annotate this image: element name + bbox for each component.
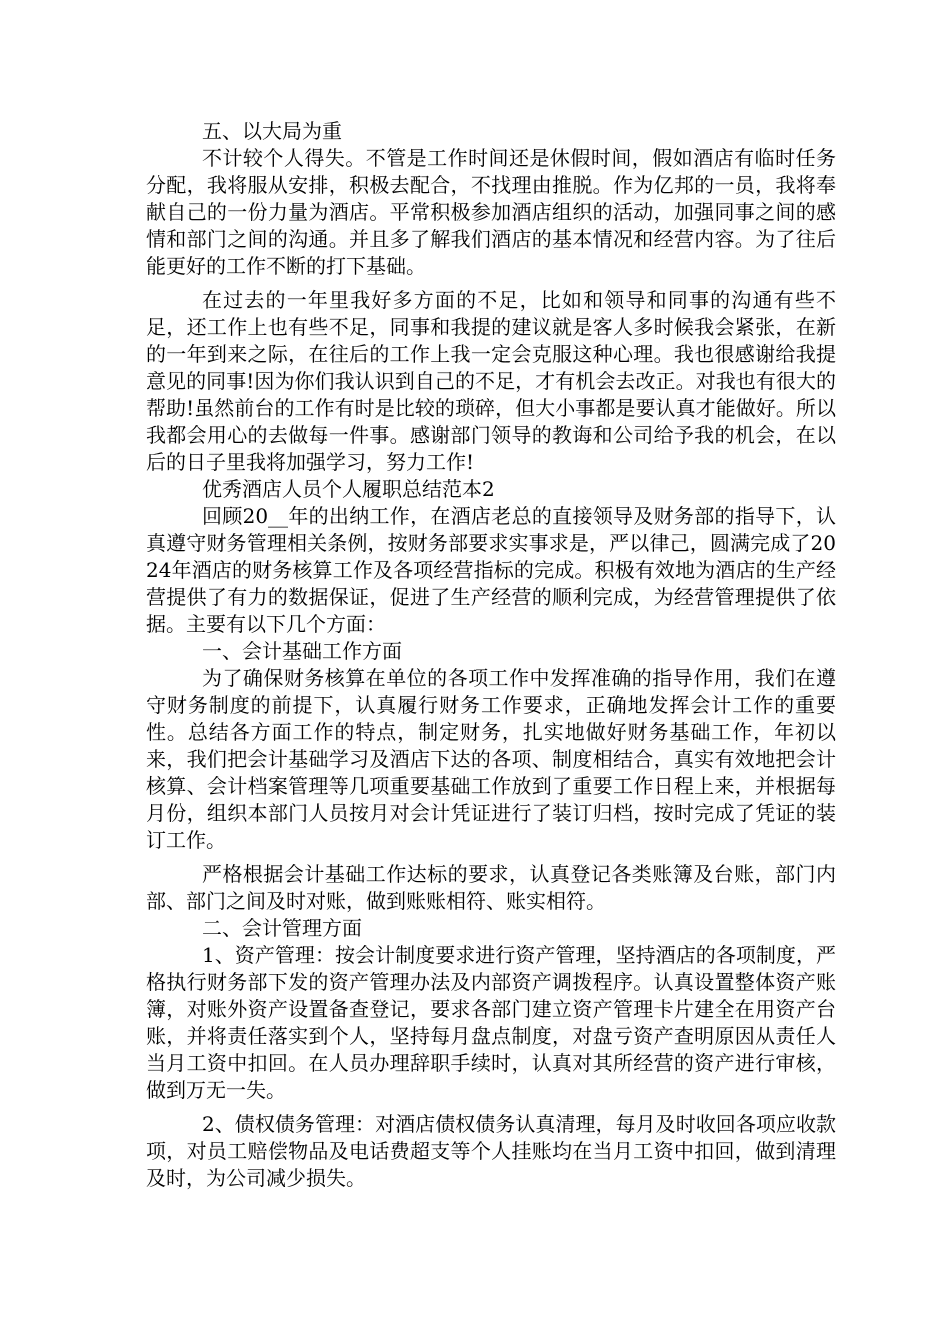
section-heading-1: 一、会计基础工作方面 xyxy=(202,639,402,663)
paragraph-6: 1、资产管理：按会计制度要求进行资产管理，坚持酒店的各项制度，严格执行财务部下发的资产管理办法及内部资产调拨程序。认真设置整体资产账簿，对账外资产设置备查登记，要求各部门建立资产管理卡片建全在用资产台账，并将责任落实到个人，坚持每月盘点制度，对盘亏资产查明原因从责任人当月工资中扣回。在人员办理辞职手续时，认真对其所经营的资产进行审核，做到万无一失。 xyxy=(146,943,836,1102)
section-heading-5: 五、以大局为重 xyxy=(202,119,342,143)
article-title-2: 优秀酒店人员个人履职总结范本2 xyxy=(202,477,495,501)
section-heading-2: 二、会计管理方面 xyxy=(202,916,362,940)
paragraph-1: 不计较个人得失。不管是工作时间还是休假时间，假如酒店有临时任务分配，我将服从安排，积极去配合，不找理由推脱。作为亿邦的一员，我将奉献自己的一份力量为酒店。平常积极参加酒店组织的活动，加强同事之间的感情和部门之间的沟通。并且多了解我们酒店的基本情况和经营内容。为了往后能更好的工作不断的打下基础。 xyxy=(146,146,836,278)
paragraph-7: 2、债权债务管理：对酒店债权债务认真清理，每月及时收回各项应收款项，对员工赔偿物品及电话费超支等个人挂账均在当月工资中扣回，做到清理及时，为公司减少损失。 xyxy=(146,1112,836,1190)
paragraph-5: 严格根据会计基础工作达标的要求，认真登记各类账簿及台账，部门内部、部门之间及时对账，做到账账相符、账实相符。 xyxy=(146,862,836,913)
paragraph-3: 回顾20__年的出纳工作，在酒店老总的直接领导及财务部的指导下，认真遵守财务管理相关条例，按财务部要求实事求是，严以律己，圆满完成了2024年酒店的财务核算工作及各项经营指标的完成。积极有效地为酒店的生产经营提供了有力的数据保证，促进了生产经营的顺利完成，为经营管理提供了依据。主要有以下几个方面： xyxy=(146,504,836,636)
paragraph-4: 为了确保财务核算在单位的各项工作中发挥准确的指导作用，我们在遵守财务制度的前提下，认真履行财务工作要求，正确地发挥会计工作的重要性。总结各方面工作的特点，制定财务，扎实地做好财务基础工作，年初以来，我们把会计基础学习及酒店下达的各项、制度相结合，真实有效地把会计核算、会计档案管理等几项重要基础工作放到了重要工作日程上来，并根据每月份，组织本部门人员按月对会计凭证进行了装订归档，按时完成了凭证的装订工作。 xyxy=(146,666,836,852)
document-page xyxy=(146,118,836,1192)
paragraph-2: 在过去的一年里我好多方面的不足，比如和领导和同事的沟通有些不足，还工作上也有些不足，同事和我提的建议就是客人多时候我会紧张，在新的一年到来之际，在往后的工作上我一定会克服这种心理。我也很感谢给我提意见的同事!因为你们我认识到自己的不足，才有机会去改正。对我也有很大的帮助!虽然前台的工作有时是比较的琐碎，但大小事都是要认真才能做好。所以我都会用心的去做每一件事。感谢部门领导的教诲和公司给予我的机会，在以后的日子里我将加强学习，努力工作! xyxy=(146,288,836,474)
